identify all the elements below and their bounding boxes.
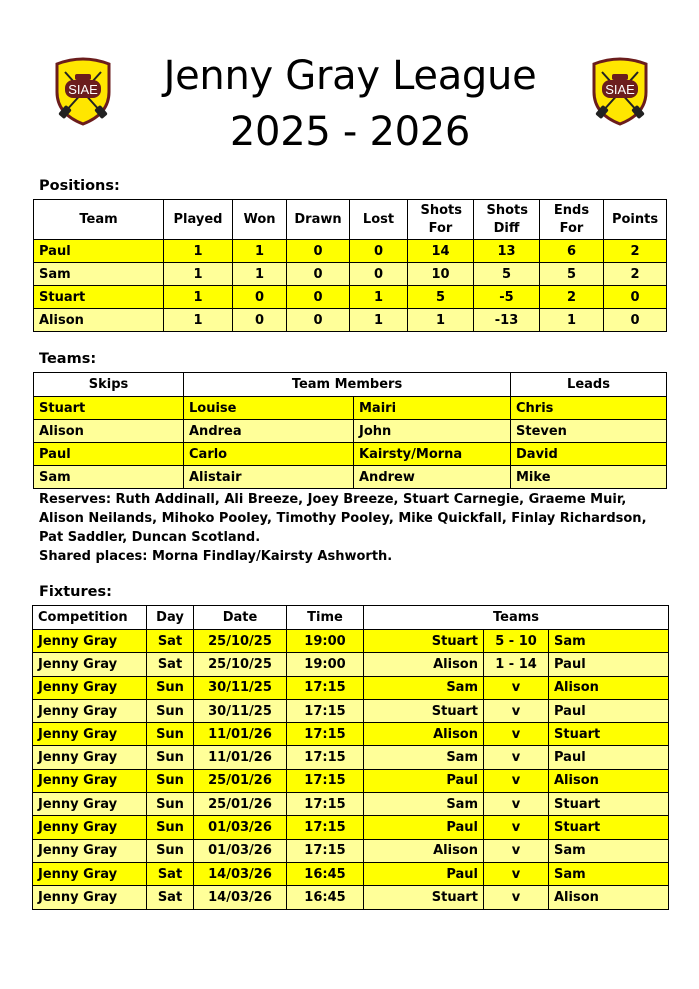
member: Louise bbox=[184, 397, 354, 420]
teams-heading: Teams: bbox=[39, 351, 97, 367]
table-row bbox=[34, 240, 667, 263]
home-team: Alison bbox=[364, 839, 484, 862]
away-team: Stuart bbox=[549, 816, 669, 839]
col-competition: Competition bbox=[33, 606, 147, 630]
table-row bbox=[34, 420, 667, 443]
score: 5 - 10 bbox=[484, 630, 549, 653]
day: Sun bbox=[147, 699, 194, 722]
score: v bbox=[484, 886, 549, 909]
col-won: Won bbox=[233, 200, 287, 240]
home-team: Paul bbox=[364, 816, 484, 839]
member: Kairsty/Morna bbox=[354, 443, 511, 466]
date: 25/10/25 bbox=[194, 653, 287, 676]
day: Sun bbox=[147, 676, 194, 699]
drawn: 0 bbox=[287, 240, 350, 263]
fixtures-heading: Fixtures: bbox=[39, 584, 112, 600]
svg-text:SIAE: SIAE bbox=[68, 82, 98, 97]
day: Sat bbox=[147, 886, 194, 909]
page-title bbox=[130, 48, 570, 160]
home-team: Sam bbox=[364, 793, 484, 816]
table-row bbox=[33, 769, 669, 792]
date: 14/03/26 bbox=[194, 886, 287, 909]
away-team: Alison bbox=[549, 886, 669, 909]
teams-table bbox=[33, 372, 667, 489]
score: v bbox=[484, 699, 549, 722]
score: v bbox=[484, 793, 549, 816]
member: John bbox=[354, 420, 511, 443]
score: v bbox=[484, 839, 549, 862]
table-row bbox=[33, 746, 669, 769]
col-ends-for: Ends For bbox=[540, 200, 604, 240]
home-team: Alison bbox=[364, 653, 484, 676]
played: 1 bbox=[164, 240, 233, 263]
team-name: Stuart bbox=[34, 286, 164, 309]
points: 2 bbox=[604, 240, 667, 263]
teams-header-row bbox=[34, 373, 667, 397]
col-teams: Teams bbox=[364, 606, 669, 630]
time: 17:15 bbox=[287, 793, 364, 816]
time: 19:00 bbox=[287, 630, 364, 653]
drawn: 0 bbox=[287, 309, 350, 332]
col-points: Points bbox=[604, 200, 667, 240]
siae-logo-left bbox=[53, 56, 113, 126]
table-row bbox=[33, 676, 669, 699]
col-team: Team bbox=[34, 200, 164, 240]
skip: Paul bbox=[34, 443, 184, 466]
skip: Alison bbox=[34, 420, 184, 443]
ends-for: 6 bbox=[540, 240, 604, 263]
time: 17:15 bbox=[287, 699, 364, 722]
lead: Mike bbox=[511, 466, 667, 489]
away-team: Paul bbox=[549, 653, 669, 676]
shots-for: 5 bbox=[408, 286, 474, 309]
table-row bbox=[33, 839, 669, 862]
competition: Jenny Gray bbox=[33, 746, 147, 769]
member: Mairi bbox=[354, 397, 511, 420]
date: 14/03/26 bbox=[194, 862, 287, 885]
home-team: Sam bbox=[364, 746, 484, 769]
col-day: Day bbox=[147, 606, 194, 630]
score: v bbox=[484, 746, 549, 769]
ends-for: 5 bbox=[540, 263, 604, 286]
away-team: Stuart bbox=[549, 793, 669, 816]
title-line-2: 2025 - 2026 bbox=[229, 109, 471, 155]
points: 0 bbox=[604, 309, 667, 332]
table-row bbox=[34, 443, 667, 466]
shots-diff: -13 bbox=[474, 309, 540, 332]
competition: Jenny Gray bbox=[33, 886, 147, 909]
time: 17:15 bbox=[287, 746, 364, 769]
lead: David bbox=[511, 443, 667, 466]
points: 2 bbox=[604, 263, 667, 286]
score: v bbox=[484, 769, 549, 792]
day: Sun bbox=[147, 746, 194, 769]
won: 1 bbox=[233, 240, 287, 263]
col-played: Played bbox=[164, 200, 233, 240]
table-row bbox=[34, 397, 667, 420]
col-date: Date bbox=[194, 606, 287, 630]
ends-for: 2 bbox=[540, 286, 604, 309]
date: 25/01/26 bbox=[194, 769, 287, 792]
table-row bbox=[34, 309, 667, 332]
date: 30/11/25 bbox=[194, 676, 287, 699]
home-team: Stuart bbox=[364, 699, 484, 722]
shots-for: 14 bbox=[408, 240, 474, 263]
col-shots-diff: Shots Diff bbox=[474, 200, 540, 240]
team-name: Alison bbox=[34, 309, 164, 332]
day: Sun bbox=[147, 723, 194, 746]
fixtures-header-row bbox=[33, 606, 669, 630]
time: 17:15 bbox=[287, 839, 364, 862]
table-row bbox=[33, 793, 669, 816]
date: 25/01/26 bbox=[194, 793, 287, 816]
points: 0 bbox=[604, 286, 667, 309]
score: v bbox=[484, 676, 549, 699]
table-row bbox=[33, 723, 669, 746]
day: Sat bbox=[147, 653, 194, 676]
lead: Steven bbox=[511, 420, 667, 443]
day: Sun bbox=[147, 839, 194, 862]
col-team-members: Team Members bbox=[184, 373, 511, 397]
won: 0 bbox=[233, 309, 287, 332]
time: 16:45 bbox=[287, 862, 364, 885]
time: 17:15 bbox=[287, 723, 364, 746]
lost: 1 bbox=[350, 309, 408, 332]
date: 25/10/25 bbox=[194, 630, 287, 653]
won: 1 bbox=[233, 263, 287, 286]
score: v bbox=[484, 723, 549, 746]
away-team: Sam bbox=[549, 839, 669, 862]
title-line-1: Jenny Gray League bbox=[163, 53, 537, 99]
table-row bbox=[33, 653, 669, 676]
shots-for: 10 bbox=[408, 263, 474, 286]
competition: Jenny Gray bbox=[33, 630, 147, 653]
skip: Sam bbox=[34, 466, 184, 489]
table-row bbox=[34, 286, 667, 309]
away-team: Sam bbox=[549, 630, 669, 653]
competition: Jenny Gray bbox=[33, 839, 147, 862]
member: Alistair bbox=[184, 466, 354, 489]
lost: 0 bbox=[350, 240, 408, 263]
home-team: Sam bbox=[364, 676, 484, 699]
won: 0 bbox=[233, 286, 287, 309]
home-team: Stuart bbox=[364, 630, 484, 653]
away-team: Alison bbox=[549, 676, 669, 699]
away-team: Alison bbox=[549, 769, 669, 792]
day: Sun bbox=[147, 816, 194, 839]
positions-header-row bbox=[34, 200, 667, 240]
col-leads: Leads bbox=[511, 373, 667, 397]
table-row bbox=[33, 816, 669, 839]
team-notes bbox=[39, 490, 659, 566]
competition: Jenny Gray bbox=[33, 699, 147, 722]
table-row bbox=[33, 630, 669, 653]
home-team: Paul bbox=[364, 862, 484, 885]
day: Sun bbox=[147, 769, 194, 792]
positions-heading: Positions: bbox=[39, 178, 120, 194]
competition: Jenny Gray bbox=[33, 769, 147, 792]
competition: Jenny Gray bbox=[33, 676, 147, 699]
member: Andrea bbox=[184, 420, 354, 443]
date: 30/11/25 bbox=[194, 699, 287, 722]
shared-places-text: Shared places: Morna Findlay/Kairsty Ashworth. bbox=[39, 549, 393, 564]
member: Andrew bbox=[354, 466, 511, 489]
day: Sat bbox=[147, 630, 194, 653]
home-team: Stuart bbox=[364, 886, 484, 909]
shots-for: 1 bbox=[408, 309, 474, 332]
shots-diff: 13 bbox=[474, 240, 540, 263]
home-team: Paul bbox=[364, 769, 484, 792]
score: v bbox=[484, 862, 549, 885]
table-row bbox=[34, 466, 667, 489]
played: 1 bbox=[164, 286, 233, 309]
competition: Jenny Gray bbox=[33, 816, 147, 839]
score: v bbox=[484, 816, 549, 839]
competition: Jenny Gray bbox=[33, 723, 147, 746]
time: 17:15 bbox=[287, 816, 364, 839]
col-drawn: Drawn bbox=[287, 200, 350, 240]
played: 1 bbox=[164, 263, 233, 286]
drawn: 0 bbox=[287, 286, 350, 309]
drawn: 0 bbox=[287, 263, 350, 286]
team-name: Paul bbox=[34, 240, 164, 263]
shots-diff: -5 bbox=[474, 286, 540, 309]
away-team: Sam bbox=[549, 862, 669, 885]
lead: Chris bbox=[511, 397, 667, 420]
time: 16:45 bbox=[287, 886, 364, 909]
team-name: Sam bbox=[34, 263, 164, 286]
shots-diff: 5 bbox=[474, 263, 540, 286]
time: 19:00 bbox=[287, 653, 364, 676]
date: 11/01/26 bbox=[194, 746, 287, 769]
table-row bbox=[33, 886, 669, 909]
date: 01/03/26 bbox=[194, 816, 287, 839]
competition: Jenny Gray bbox=[33, 653, 147, 676]
lost: 1 bbox=[350, 286, 408, 309]
date: 01/03/26 bbox=[194, 839, 287, 862]
col-time: Time bbox=[287, 606, 364, 630]
away-team: Stuart bbox=[549, 723, 669, 746]
member: Carlo bbox=[184, 443, 354, 466]
score: 1 - 14 bbox=[484, 653, 549, 676]
time: 17:15 bbox=[287, 769, 364, 792]
competition: Jenny Gray bbox=[33, 793, 147, 816]
lost: 0 bbox=[350, 263, 408, 286]
ends-for: 1 bbox=[540, 309, 604, 332]
away-team: Paul bbox=[549, 699, 669, 722]
skip: Stuart bbox=[34, 397, 184, 420]
positions-table bbox=[33, 199, 667, 332]
table-row bbox=[33, 699, 669, 722]
competition: Jenny Gray bbox=[33, 862, 147, 885]
col-skips: Skips bbox=[34, 373, 184, 397]
day: Sat bbox=[147, 862, 194, 885]
played: 1 bbox=[164, 309, 233, 332]
col-lost: Lost bbox=[350, 200, 408, 240]
svg-text:SIAE: SIAE bbox=[605, 82, 635, 97]
time: 17:15 bbox=[287, 676, 364, 699]
away-team: Paul bbox=[549, 746, 669, 769]
date: 11/01/26 bbox=[194, 723, 287, 746]
table-row bbox=[33, 862, 669, 885]
reserves-text: Reserves: Ruth Addinall, Ali Breeze, Joey Breeze, Stuart Carnegie, Graeme Muir, Alison Neilands, Mihoko Pooley, Timothy Pooley, Mike Quickfall, Finlay Richardson, Pat Saddler, Duncan Scotland. bbox=[39, 492, 647, 545]
day: Sun bbox=[147, 793, 194, 816]
table-row bbox=[34, 263, 667, 286]
fixtures-table bbox=[32, 605, 669, 910]
siae-logo-right bbox=[590, 56, 650, 126]
col-shots-for: Shots For bbox=[408, 200, 474, 240]
home-team: Alison bbox=[364, 723, 484, 746]
